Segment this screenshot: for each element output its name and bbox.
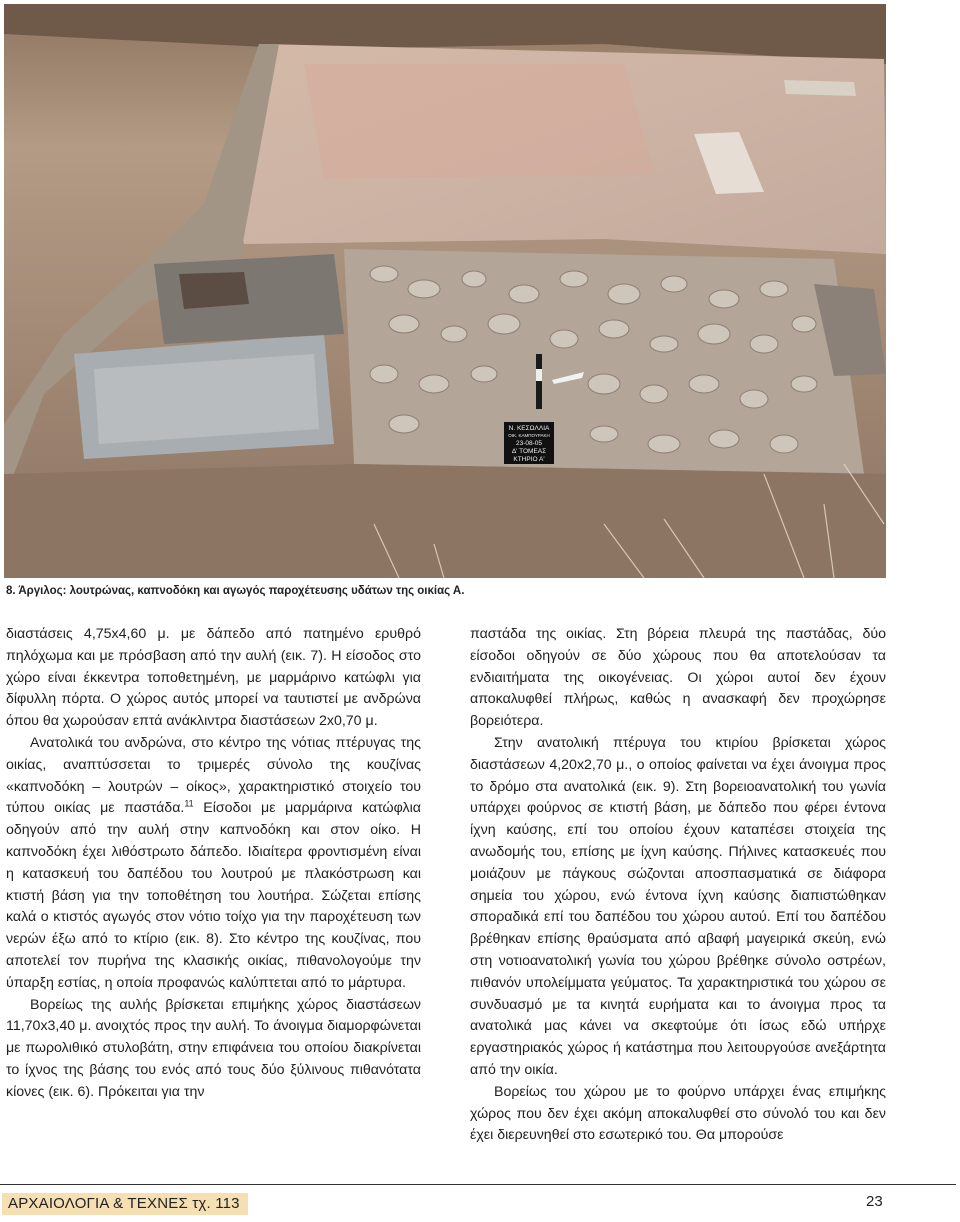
paragraph: Βορείως της αυλής βρίσκεται επιμήκης χώρος διαστάσεων 11,70x3,40 μ. ανοιχτός προς την αυλή. Το άνοιγμα διαμορφώνεται με πωρολιθικό στυλοβάτη, στην επιφάνεια του οποίου διακρίνεται το ίχνος της βάσης του ενός από τους δύο ξύλινους πιθανότατα κίονες (εικ. 6). Πρόκειται για την: [6, 996, 421, 1100]
board-line: Ν. ΚΕΣΩΛΛΙΑ: [508, 425, 550, 432]
board-line: ΟΙΚ. ΚΑΜΠΟΥΡΑΚΗ: [508, 433, 550, 438]
board-line: 23-08-05: [515, 440, 543, 447]
paragraph: [6, 733, 421, 995]
paragraph-text: Ανατολικά του ανδρώνα, στο κέντρο της νότιας πτέρυγας της οικίας, αναπτύσσεται το τριμερές σύνολο της κουζίνας «καπνοδόκη – λουτρών – οίκος», χαρακτηριστικό στοιχείο του τύπου οικίας με παστάδα.: [6, 734, 421, 817]
paragraph: διαστάσεις 4,75x4,60 μ. με δάπεδο από πατημένο ερυθρό πηλόχωμα και με πρόσβαση από την αυλή (εικ. 7). Η είσοδος στο χώρο είναι έκκεντρα τοποθετημένη, με μαρμάρινο κατώφλι για δίφυλλη πόρτα. Ο χώρος αυτός μπορεί να ταυτιστεί με ανδρώνα όπου θα χωρούσαν επτά ανάκλιντρα διαστάσεων 2x0,70 μ.: [6, 626, 421, 730]
board-line: ΚΤΗΡΙΟ Α': [513, 456, 545, 463]
excavation-photo: [4, 4, 886, 578]
page-number: 23: [866, 1193, 883, 1210]
right-text-column: [470, 624, 886, 1147]
paragraph: παστάδα της οικίας. Στη βόρεια πλευρά της παστάδας, δύο είσοδοι οδηγούν σε δύο χώρους που θα αποτελούσαν τα ενδιαιτήματα της οικογένειας. Οι χώροι αυτοί δεν έχουν αποκαλυφθεί πλήρως, καθώς η ανασκαφή δεν προχώρησε βορειότερα.: [470, 626, 886, 730]
footnote-marker[interactable]: 11: [184, 798, 194, 809]
excavation-photo-drawing: [4, 4, 886, 578]
board-line: Δ' ΤΟΜΕΑΣ: [511, 448, 547, 455]
paragraph: Βορείως του χώρου με το φούρνο υπάρχει ένας επιμήκης χώρος που δεν έχει ακόμη αποκαλυφθεί στο σύνολό του και δεν έχει διερευνηθεί στο εσωτερικό του. Θα μπορούσε: [470, 1083, 886, 1144]
figure-caption: 8. Άργιλος: λουτρώνας, καπνοδόκη και αγωγός παροχέτευσης υδάτων της οικίας Α.: [6, 585, 465, 597]
paragraph: Στην ανατολική πτέρυγα του κτιρίου βρίσκεται χώρος διαστάσεων 4,20x2,70 μ., ο οποίος φαίνεται να έχει άνοιγμα προς το δρόμο στα ανατολικά (εικ. 9). Στη βορειοανατολική του γωνία υπάρχει φούρνος σε κτιστή βάση, με δάπεδο που φέρει έντονα ίχνη καύσης, επί του οποίου έχουν καταπέσει στοιχεία της ανωδομής του, επίσης με ίχνη καύσης. Πήλινες κατασκευές που μοιάζουν με πάγκους σώζονται αποσπασματικά σε διάφορα σημεία του χώρου, ενώ έντονα ίχνη καύσης διαπιστώθηκαν σποραδικά επί του δαπέδου του χώρου αυτού. Επί του δαπέδου βρέθηκαν επίσης θραύσματα από αβαφή μαγειρικά σκεύη, ενώ στη νοτιοανατολική γωνία του χώρου βρέθηκε σύνολο οστρέων, πιθανόν υπολείμματα γεύματος. Τα χαρακτηριστικά του χώρου σε συνδυασμό με τα κινητά ευρήματα και το άνοιγμα προς τα ανατολικά μας κάνει να σκεφτούμε ότι ίσως εδώ υπήρχε εργαστηριακός χώρος ή κατάστημα που λειτουργούσε ανεξάρτητα από την οικία.: [470, 734, 886, 1078]
paragraph-text: Είσοδοι με μαρμάρινα κατώφλια οδηγούν από την αυλή στην καπνοδόκη και στον οίκο. Η καπνοδόκη έχει λιθόστρωτο δάπεδο. Ιδιαίτερα φροντισμένη είναι η κατασκευή του δαπέδου του λουτρού με πλακόστρωση και κτιστή βάση για την τοποθέτηση του λουτήρα. Σώζεται επίσης καλά ο κτιστός αγωγός στον νότιο τοίχο για την παροχέτευση των νερών έξω από το κτίριο (εικ. 8). Στο κέντρο της κουζίνας, που αποτελεί τον πυρήνα της κλασικής οικίας, πιθανολογούμε την ύπαρξη εστίας, η οποία προφανώς καλύπτεται από το μάρτυρα.: [6, 800, 421, 991]
left-text-column: [6, 624, 421, 1104]
footer-rule: [0, 1184, 956, 1185]
journal-title: ΑΡΧΑΙΟΛΟΓΙΑ & ΤΕΧΝΕΣ τχ. 113: [2, 1193, 248, 1215]
